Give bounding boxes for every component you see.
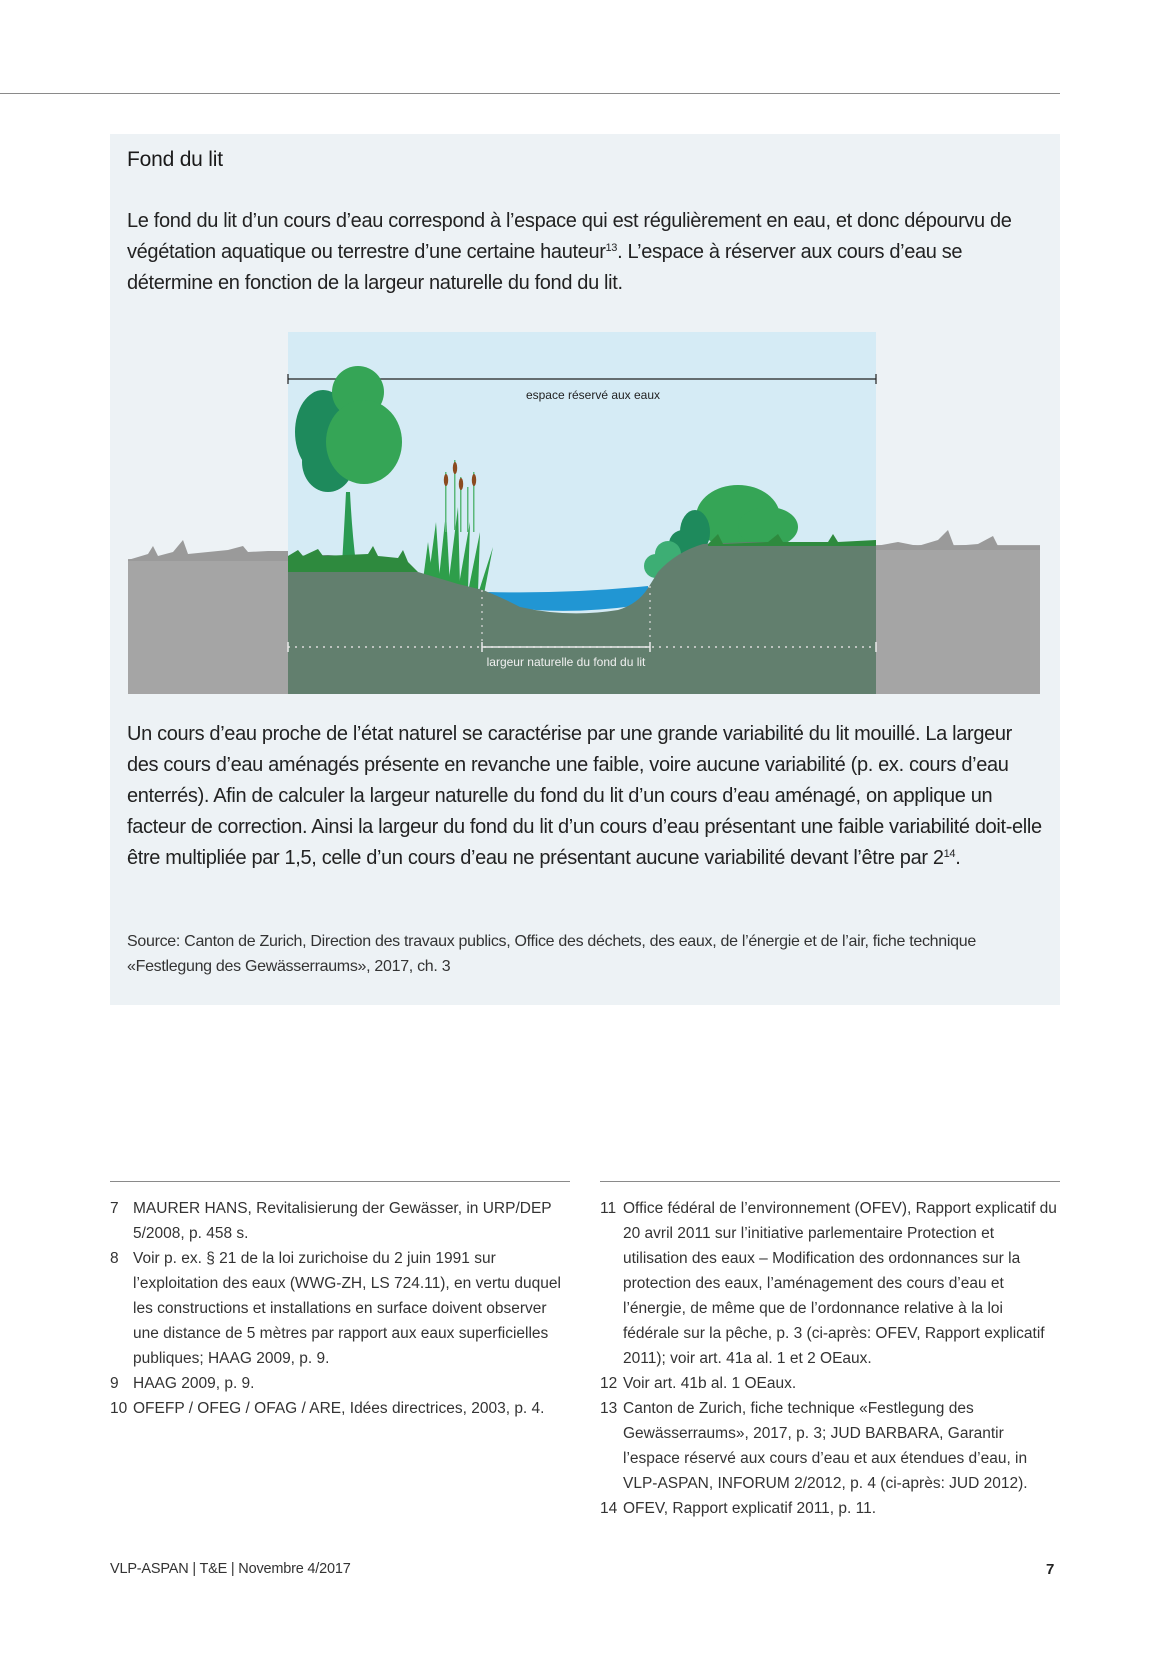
footnote-rule — [600, 1181, 1060, 1182]
footnote-item — [600, 1371, 1060, 1396]
footnote-item — [110, 1396, 570, 1421]
source-note: Source: Canton de Zurich, Direction des travaux publics, Office des déchets, des eaux, de l’énergie et de l’air, fiche technique «Festlegung des Gewässerraums», 2017, ch. 3 — [127, 933, 976, 975]
page-number: 7 — [1046, 1561, 1055, 1578]
footnote-rule — [110, 1181, 570, 1182]
footnotes-left — [110, 1181, 570, 1421]
riverbed-diagram — [128, 332, 1040, 694]
body-text: Un cours d’eau proche de l’état naturel se caractérise par une grande variabilité du lit mouillé. La largeur des cours d’eau aménagés présente en revanche une faible, voire aucune variabilité (p. ex. cours d’eau enterrés). Afin de calculer la largeur naturelle du fond du lit d’un cours d’eau aménagé, on applique un facteur de correction. Ainsi la largeur du fond du lit d’un cours d’eau présentant une faible variabilité doit-elle être multipliée par 1,5, celle d’un cours d’eau ne présentant aucune variabilité devant l’être par 2 — [127, 723, 1042, 869]
footnote-number: 12 — [600, 1375, 618, 1392]
footnote-number: 14 — [600, 1500, 618, 1517]
grass-outside-right — [876, 530, 1040, 550]
reserved-space-label: espace réservé aux eaux — [525, 388, 661, 402]
info-box — [110, 134, 1060, 1005]
footnote-text: Canton de Zurich, fiche technique «Festlegung des Gewässerraums», 2017, p. 3; JUD BARBARA, Garantir l’espace réservé aux cours d’eau et aux étendues d’eau, in VLP-ASPAN, INFORUM 2/2012, p. 4 (ci-après: JUD 2012). — [623, 1400, 1028, 1492]
footnotes-right — [600, 1181, 1060, 1521]
footnote-text: OFEFP / OFEG / OFAG / ARE, Idées directrices, 2003, p. 4. — [133, 1400, 545, 1417]
footnote-item — [600, 1396, 1060, 1496]
footnote-number: 10 — [110, 1400, 128, 1417]
footnote-number: 7 — [110, 1200, 119, 1217]
footnote-item — [600, 1496, 1060, 1521]
footnote-text: MAURER HANS, Revitalisierung der Gewässer, in URP/DEP 5/2008, p. 458 s. — [133, 1200, 552, 1242]
intro-text-end: . L’espace à réserver aux cours d’eau se détermine en fonction de la largeur naturelle du fond du lit. — [127, 241, 963, 294]
footnote-item — [110, 1196, 570, 1246]
footnote-number: 8 — [110, 1250, 119, 1267]
ground-outside-right — [876, 545, 1040, 694]
box-title: Fond du lit — [127, 148, 223, 171]
footnote-item — [600, 1196, 1060, 1371]
header-rule — [0, 93, 1060, 94]
footnote-ref-14[interactable]: 14 — [943, 848, 956, 860]
footnote-text: Voir p. ex. § 21 de la loi zurichoise du 2 juin 1991 sur l’exploitation des eaux (WWG-ZH, LS 724.11), en vertu duquel les constructions et installations en surface doivent observer une distance de 5 mètres par rapport aux eaux superficielles publiques; HAAG 2009, p. 9. — [133, 1250, 561, 1367]
footnote-item — [110, 1371, 570, 1396]
footnote-number: 13 — [600, 1400, 618, 1417]
bed-width-label: largeur naturelle du fond du lit — [486, 655, 646, 669]
footnote-number: 9 — [110, 1375, 119, 1392]
footnote-text: OFEV, Rapport explicatif 2011, p. 11. — [623, 1500, 877, 1517]
intro-paragraph — [127, 206, 1042, 299]
body-text-end: . — [955, 847, 961, 869]
footnote-text: Office fédéral de l’environnement (OFEV), Rapport explicatif du 20 avril 2011 sur l’initiative parlementaire Protection et utilisation des eaux – Modification des ordonnances sur la protection des eaux, l’aménagement des cours d’eau et l’énergie, de même que de l’ordonnance relative à la loi fédérale sur la pêche, p. 3 (ci-après: OFEV, Rapport explicatif 2011); voir art. 41a al. 1 et 2 OEaux. — [623, 1200, 1057, 1367]
body-paragraph — [127, 719, 1042, 874]
page-footer: VLP-ASPAN | T&E | Novembre 4/2017 — [110, 1561, 351, 1577]
footnote-item — [110, 1246, 570, 1371]
footnote-number: 11 — [600, 1200, 617, 1217]
footnote-ref-13[interactable]: 13 — [605, 242, 618, 254]
footnote-text: Voir art. 41b al. 1 OEaux. — [623, 1375, 797, 1392]
footnote-text: HAAG 2009, p. 9. — [133, 1375, 255, 1392]
intro-text: Le fond du lit d’un cours d’eau correspond à l’espace qui est régulièrement en eau, et donc dépourvu de végétation aquatique ou terrestre d’une certaine hauteur — [127, 210, 1012, 263]
grass-outside-left — [128, 540, 288, 561]
ground-outside-left — [128, 559, 288, 694]
